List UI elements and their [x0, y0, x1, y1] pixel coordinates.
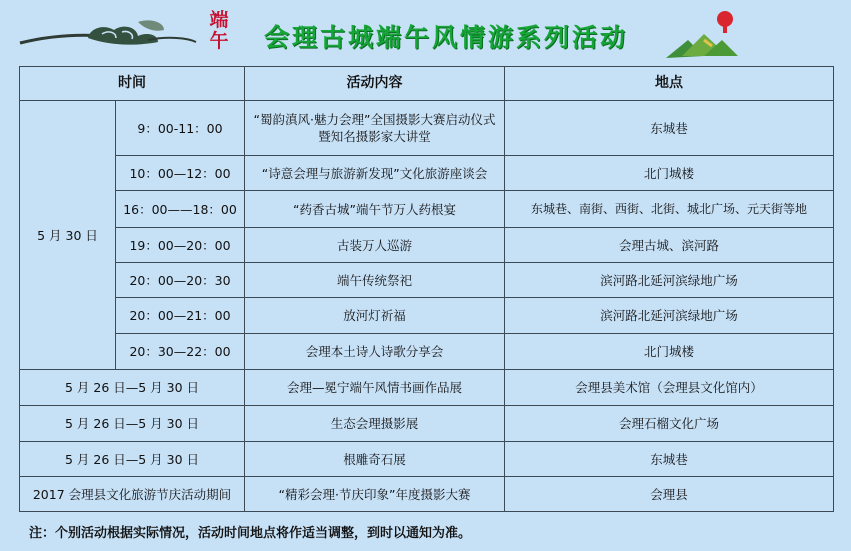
- content-cell: 端午传统祭祀: [245, 263, 505, 298]
- table-row: [20, 334, 834, 370]
- zongzi-decoration-icon: [664, 6, 774, 64]
- table-row: [20, 442, 834, 477]
- column-header-time: 时间: [20, 67, 245, 101]
- time-cell: 5 月 26 日—5 月 30 日: [20, 406, 245, 442]
- place-cell: 东城巷: [505, 442, 834, 477]
- time-cell: 5 月 26 日—5 月 30 日: [20, 370, 245, 406]
- activity-schedule-table: [19, 66, 834, 512]
- group-date-cell: 5 月 30 日: [20, 101, 116, 370]
- table-row: [20, 156, 834, 191]
- place-cell: 会理县美术馆（会理县文化馆内）: [505, 370, 834, 406]
- table-row: [20, 191, 834, 228]
- duanwu-seal: 端 午: [209, 9, 229, 52]
- time-cell: 16：00——18：00: [116, 191, 245, 228]
- table-row: [20, 228, 834, 263]
- time-cell: 20：30—22：00: [116, 334, 245, 370]
- content-cell: “精彩会理·节庆印象”年度摄影大赛: [245, 477, 505, 512]
- place-cell: 北门城楼: [505, 334, 834, 370]
- column-header-place: 地点: [505, 67, 834, 101]
- table-row: [20, 101, 834, 156]
- column-header-content: 活动内容: [245, 67, 505, 101]
- content-cell: 放河灯祈福: [245, 298, 505, 334]
- content-cell: 生态会理摄影展: [245, 406, 505, 442]
- content-cell: “药香古城”端午节万人药根宴: [245, 191, 505, 228]
- place-cell: 北门城楼: [505, 156, 834, 191]
- content-cell: 古装万人巡游: [245, 228, 505, 263]
- place-cell: 滨河路北延河滨绿地广场: [505, 263, 834, 298]
- time-cell: 2017 会理县文化旅游节庆活动期间: [20, 477, 245, 512]
- place-cell: 会理石榴文化广场: [505, 406, 834, 442]
- page-header: [0, 0, 851, 64]
- content-cell: “蜀韵滇风·魅力会理”全国摄影大赛启动仪式暨知名摄影家大讲堂: [245, 101, 505, 156]
- page-title: 会理古城端午风情游系列活动: [264, 23, 629, 52]
- place-cell: 东城巷、南街、西街、北街、城北广场、元天街等地: [505, 191, 834, 228]
- time-cell: 5 月 26 日—5 月 30 日: [20, 442, 245, 477]
- place-cell: 滨河路北延河滨绿地广场: [505, 298, 834, 334]
- time-cell: 20：00—21：00: [116, 298, 245, 334]
- table-header-row: [20, 67, 834, 101]
- time-cell: 10：00—12：00: [116, 156, 245, 191]
- content-cell: 根雕奇石展: [245, 442, 505, 477]
- time-cell: 9：00-11：00: [116, 101, 245, 156]
- place-cell: 会理县: [505, 477, 834, 512]
- table-row: [20, 370, 834, 406]
- time-cell: 20：00—20：30: [116, 263, 245, 298]
- table-row: [20, 406, 834, 442]
- content-cell: 会理本土诗人诗歌分享会: [245, 334, 505, 370]
- time-cell: 19：00—20：00: [116, 228, 245, 263]
- table-row: [20, 298, 834, 334]
- auspicious-cloud-icon: [18, 16, 198, 52]
- table-row: [20, 263, 834, 298]
- table-row: [20, 477, 834, 512]
- place-cell: 东城巷: [505, 101, 834, 156]
- content-cell: “诗意会理与旅游新发现”文化旅游座谈会: [245, 156, 505, 191]
- footnote: 注：个别活动根据实际情况，活动时间地点将作适当调整，到时以通知为准。: [29, 526, 472, 541]
- place-cell: 会理古城、滨河路: [505, 228, 834, 263]
- content-cell: 会理—冕宁端午风情书画作品展: [245, 370, 505, 406]
